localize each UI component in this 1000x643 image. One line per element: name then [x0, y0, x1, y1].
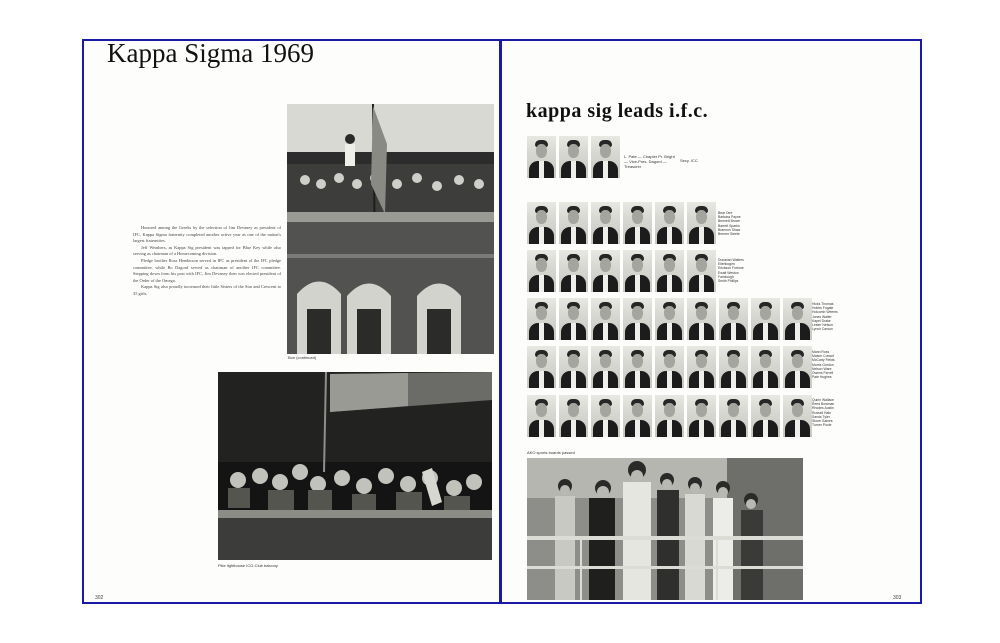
member-name: Sands Tyler — [812, 414, 830, 419]
portrait — [591, 346, 620, 388]
portrait — [687, 395, 716, 437]
portrait — [591, 395, 620, 437]
portrait — [559, 346, 588, 388]
member-name: Erickson Fortune — [718, 266, 744, 271]
portrait — [751, 298, 780, 340]
paragraph: Pledge brother Ross Henderson served in IFC as president of the IFC pledge committee, while Bo Dagord served as chairman of another IFC committee. Stepping down from his post with IFC, Jim Devaney then was elected president of the Order of the Omega. — [133, 257, 281, 283]
portrait — [591, 250, 620, 292]
member-name: Dunavan Walters — [718, 258, 744, 262]
member-names-3 — [812, 302, 844, 331]
portrait — [655, 202, 684, 244]
member-portraits-row-2 — [527, 250, 716, 292]
member-name: Bennett Brown — [718, 219, 741, 224]
portrait — [591, 136, 620, 178]
article-body — [133, 225, 281, 298]
portrait — [559, 202, 588, 244]
portrait — [751, 346, 780, 388]
member-name: Barbara Payne — [718, 215, 741, 220]
member-portraits-row-4 — [527, 346, 812, 388]
member-name: Bear Dee — [718, 211, 733, 215]
member-name: Brannon Shaw — [718, 227, 741, 232]
member-name: Russell Hale — [812, 410, 832, 415]
portrait — [783, 395, 812, 437]
member-name: Smith Phillips — [718, 279, 739, 284]
member-name: Rhodes Austin — [812, 406, 834, 411]
portrait — [783, 346, 812, 388]
portrait — [623, 395, 652, 437]
member-portraits-row-1 — [527, 202, 716, 244]
member-name: Mann Ross — [812, 350, 830, 354]
portrait — [655, 298, 684, 340]
member-name: Turner Poole — [812, 423, 832, 428]
member-name: McCarty Fields — [812, 358, 835, 363]
group-photo-caption: AKO sports boards passed — [527, 450, 575, 455]
officers-side-caption: Secy. ICC — [680, 158, 698, 163]
member-name: Jones Walter — [812, 314, 832, 319]
member-name: Reed Bowman — [812, 402, 835, 407]
portrait — [655, 395, 684, 437]
member-name: Ewalt Weston — [718, 270, 739, 275]
member-portraits-row-5 — [527, 395, 812, 437]
portrait — [527, 298, 556, 340]
member-names-1 — [718, 211, 750, 236]
portrait — [527, 136, 556, 178]
article-heading: kappa sig leads i.f.c. — [526, 100, 709, 122]
member-names-5 — [812, 398, 844, 427]
portrait — [559, 250, 588, 292]
member-name: Hobbs Fugate — [812, 306, 834, 311]
member-name: Barrett Sparks — [718, 223, 740, 228]
member-name: Morris Gordon — [812, 362, 834, 367]
portrait — [719, 346, 748, 388]
member-name: Fairclough — [718, 274, 734, 279]
portrait — [559, 395, 588, 437]
night-crowd-photo — [218, 372, 492, 560]
member-name: Stone Gaines — [812, 419, 833, 424]
house-balcony-photo — [287, 104, 494, 354]
portrait — [687, 250, 716, 292]
member-portraits-row-3 — [527, 298, 812, 340]
portrait — [623, 298, 652, 340]
paragraph: Honored among the Greeks by the selection of Jim Devaney as president of IFC, Kappa Sigma fraternity completed another active year as one of the nation's largest fraternities. — [133, 225, 281, 244]
portrait — [527, 346, 556, 388]
member-name: Quinn Wallace — [812, 398, 834, 402]
page-divider — [499, 39, 502, 604]
paragraph: Jeff Weathers, as Kappa Sig president was tapped for Blue Key while also serving as chairman of a Homecoming division. — [133, 244, 281, 257]
right-page-number: 303 — [893, 595, 902, 601]
portrait — [559, 298, 588, 340]
portrait — [687, 346, 716, 388]
member-name: Kapel Drake — [812, 318, 831, 323]
portrait — [687, 202, 716, 244]
left-page-number: 302 — [95, 595, 104, 601]
portrait — [751, 395, 780, 437]
portrait — [559, 136, 588, 178]
paragraph: Kappa Sig also proudly increased their little Sisters of the Star and Crescent to 35 girls. — [133, 284, 281, 296]
officers-caption: L. Pate — Chapter Pr. Bright — Vice-Pres. Dagord — Treasurer — [624, 154, 675, 169]
portrait — [591, 298, 620, 340]
portrait — [623, 250, 652, 292]
portrait — [527, 202, 556, 244]
portrait — [719, 298, 748, 340]
portrait — [527, 395, 556, 437]
portrait — [719, 395, 748, 437]
member-name: Lynch Carson — [812, 327, 833, 332]
group-railing-photo — [527, 458, 803, 600]
member-name: Nelson Ware — [812, 366, 832, 371]
portrait — [783, 298, 812, 340]
member-name: Pate Hughes — [812, 375, 832, 380]
portrait — [687, 298, 716, 340]
member-name: Owens Ferrell — [812, 371, 834, 376]
top-photo-caption: Bun (continued) — [288, 355, 317, 360]
bottom-photo-caption: Pike lighthouse ICO-Club balcony. — [218, 563, 279, 568]
member-name: Mason Cowart — [812, 354, 834, 359]
portrait — [655, 346, 684, 388]
member-name: Ellenbogen — [718, 262, 735, 267]
portrait — [591, 202, 620, 244]
portrait — [655, 250, 684, 292]
member-name: Lester Nelson — [812, 323, 833, 328]
officers-portraits — [527, 136, 620, 178]
portrait — [527, 250, 556, 292]
member-name: Bremer Steele — [718, 232, 740, 237]
portrait — [623, 346, 652, 388]
member-names-4 — [812, 350, 844, 379]
member-name: Holcomb Weems — [812, 310, 838, 315]
member-name: Hicks Thomas — [812, 302, 834, 306]
portrait — [623, 202, 652, 244]
member-names-2 — [718, 258, 750, 283]
page-title: Kappa Sigma 1969 — [107, 38, 314, 68]
